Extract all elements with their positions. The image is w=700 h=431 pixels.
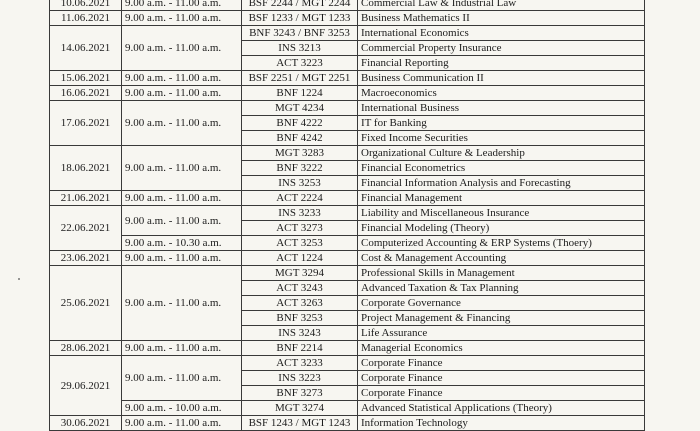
exam-date: 21.06.2021: [50, 191, 122, 206]
course-title: Financial Management: [358, 191, 645, 206]
exam-date: 10.06.2021: [50, 0, 122, 11]
exam-date: 17.06.2021: [50, 101, 122, 146]
course-code: INS 3233: [242, 206, 358, 221]
course-title: Business Communication II: [358, 71, 645, 86]
table-row: [50, 251, 645, 266]
course-title: International Business: [358, 101, 645, 116]
course-code: ACT 3233: [242, 356, 358, 371]
course-title: Financial Reporting: [358, 56, 645, 71]
course-title: Financial Econometrics: [358, 161, 645, 176]
table-row: [50, 356, 645, 371]
course-title: Fixed Income Securities: [358, 131, 645, 146]
exam-date: 22.06.2021: [50, 206, 122, 251]
course-code: BNF 2214: [242, 341, 358, 356]
course-code: MGT 3294: [242, 266, 358, 281]
table-row: [50, 11, 645, 26]
table-row: [50, 101, 645, 116]
course-title: Corporate Governance: [358, 296, 645, 311]
exam-time: 9.00 a.m. - 11.00 a.m.: [122, 266, 242, 341]
exam-time: 9.00 a.m. - 11.00 a.m.: [122, 101, 242, 146]
table-row: [50, 0, 645, 11]
table-row: [50, 236, 645, 251]
course-title: Computerized Accounting & ERP Systems (Thoery): [358, 236, 645, 251]
exam-date: 30.06.2021: [50, 416, 122, 431]
exam-time: 9.00 a.m. - 11.00 a.m.: [122, 356, 242, 401]
course-title: Commercial Property Insurance: [358, 41, 645, 56]
exam-date: 29.06.2021: [50, 356, 122, 416]
course-code: ACT 3253: [242, 236, 358, 251]
exam-time: 9.00 a.m. - 11.00 a.m.: [122, 191, 242, 206]
exam-time: 9.00 a.m. - 11.00 a.m.: [122, 146, 242, 191]
course-code: ACT 2224: [242, 191, 358, 206]
course-title: Corporate Finance: [358, 356, 645, 371]
exam-time: 9.00 a.m. - 11.00 a.m.: [122, 251, 242, 266]
course-code: INS 3223: [242, 371, 358, 386]
course-code: BNF 3243 / BNF 3253: [242, 26, 358, 41]
exam-date: 25.06.2021: [50, 266, 122, 341]
course-title: Advanced Taxation & Tax Planning: [358, 281, 645, 296]
exam-date: 18.06.2021: [50, 146, 122, 191]
course-code: BNF 3222: [242, 161, 358, 176]
course-code: ACT 3243: [242, 281, 358, 296]
exam-date: 28.06.2021: [50, 341, 122, 356]
exam-date: 23.06.2021: [50, 251, 122, 266]
course-code: MGT 3274: [242, 401, 358, 416]
course-title: Business Mathematics II: [358, 11, 645, 26]
exam-time: 9.00 a.m. - 10.00 a.m.: [122, 401, 242, 416]
course-title: Financial Modeling (Theory): [358, 221, 645, 236]
exam-time: 9.00 a.m. - 11.00 a.m.: [122, 71, 242, 86]
course-code: BSF 1233 / MGT 1233: [242, 11, 358, 26]
exam-date: 16.06.2021: [50, 86, 122, 101]
course-code: MGT 3283: [242, 146, 358, 161]
exam-time: 9.00 a.m. - 11.00 a.m.: [122, 26, 242, 71]
course-code: BNF 4242: [242, 131, 358, 146]
table-row: [50, 146, 645, 161]
course-code: ACT 3263: [242, 296, 358, 311]
course-code: BNF 3253: [242, 311, 358, 326]
exam-time: 9.00 a.m. - 11.00 a.m.: [122, 86, 242, 101]
course-title: Organizational Culture & Leadership: [358, 146, 645, 161]
scan-speck: [18, 278, 20, 280]
course-title: Project Management & Financing: [358, 311, 645, 326]
course-title: Advanced Statistical Applications (Theory): [358, 401, 645, 416]
course-title: Corporate Finance: [358, 371, 645, 386]
exam-timetable: [49, 0, 645, 431]
exam-time: 9.00 a.m. - 11.00 a.m.: [122, 0, 242, 11]
table-row: [50, 266, 645, 281]
exam-date: 15.06.2021: [50, 71, 122, 86]
table-row: [50, 401, 645, 416]
exam-time: 9.00 a.m. - 11.00 a.m.: [122, 341, 242, 356]
course-title: Macroeconomics: [358, 86, 645, 101]
course-code: MGT 4234: [242, 101, 358, 116]
course-code: ACT 1224: [242, 251, 358, 266]
course-title: Life Assurance: [358, 326, 645, 341]
table-row: [50, 416, 645, 431]
course-code: ACT 3223: [242, 56, 358, 71]
course-code: ACT 3273: [242, 221, 358, 236]
table-row: [50, 26, 645, 41]
course-code: BNF 1224: [242, 86, 358, 101]
course-code: INS 3213: [242, 41, 358, 56]
course-code: BSF 2244 / MGT 2244: [242, 0, 358, 11]
exam-time: 9.00 a.m. - 10.30 a.m.: [122, 236, 242, 251]
course-title: Commercial Law & Industrial Law: [358, 0, 645, 11]
course-code: BNF 3273: [242, 386, 358, 401]
exam-date: 11.06.2021: [50, 11, 122, 26]
table-row: [50, 71, 645, 86]
table-row: [50, 191, 645, 206]
course-title: Corporate Finance: [358, 386, 645, 401]
exam-date: 14.06.2021: [50, 26, 122, 71]
course-code: BSF 2251 / MGT 2251: [242, 71, 358, 86]
course-title: Information Technology: [358, 416, 645, 431]
course-title: Liability and Miscellaneous Insurance: [358, 206, 645, 221]
course-code: BNF 4222: [242, 116, 358, 131]
table-row: [50, 86, 645, 101]
course-code: INS 3243: [242, 326, 358, 341]
table-row: [50, 206, 645, 221]
course-code: BSF 1243 / MGT 1243: [242, 416, 358, 431]
course-code: INS 3253: [242, 176, 358, 191]
exam-time: 9.00 a.m. - 11.00 a.m.: [122, 11, 242, 26]
course-title: Cost & Management Accounting: [358, 251, 645, 266]
course-title: IT for Banking: [358, 116, 645, 131]
table-row: [50, 341, 645, 356]
exam-time: 9.00 a.m. - 11.00 a.m.: [122, 416, 242, 431]
course-title: Financial Information Analysis and Forecasting: [358, 176, 645, 191]
course-title: International Economics: [358, 26, 645, 41]
exam-time: 9.00 a.m. - 11.00 a.m.: [122, 206, 242, 236]
course-title: Professional Skills in Management: [358, 266, 645, 281]
course-title: Managerial Economics: [358, 341, 645, 356]
